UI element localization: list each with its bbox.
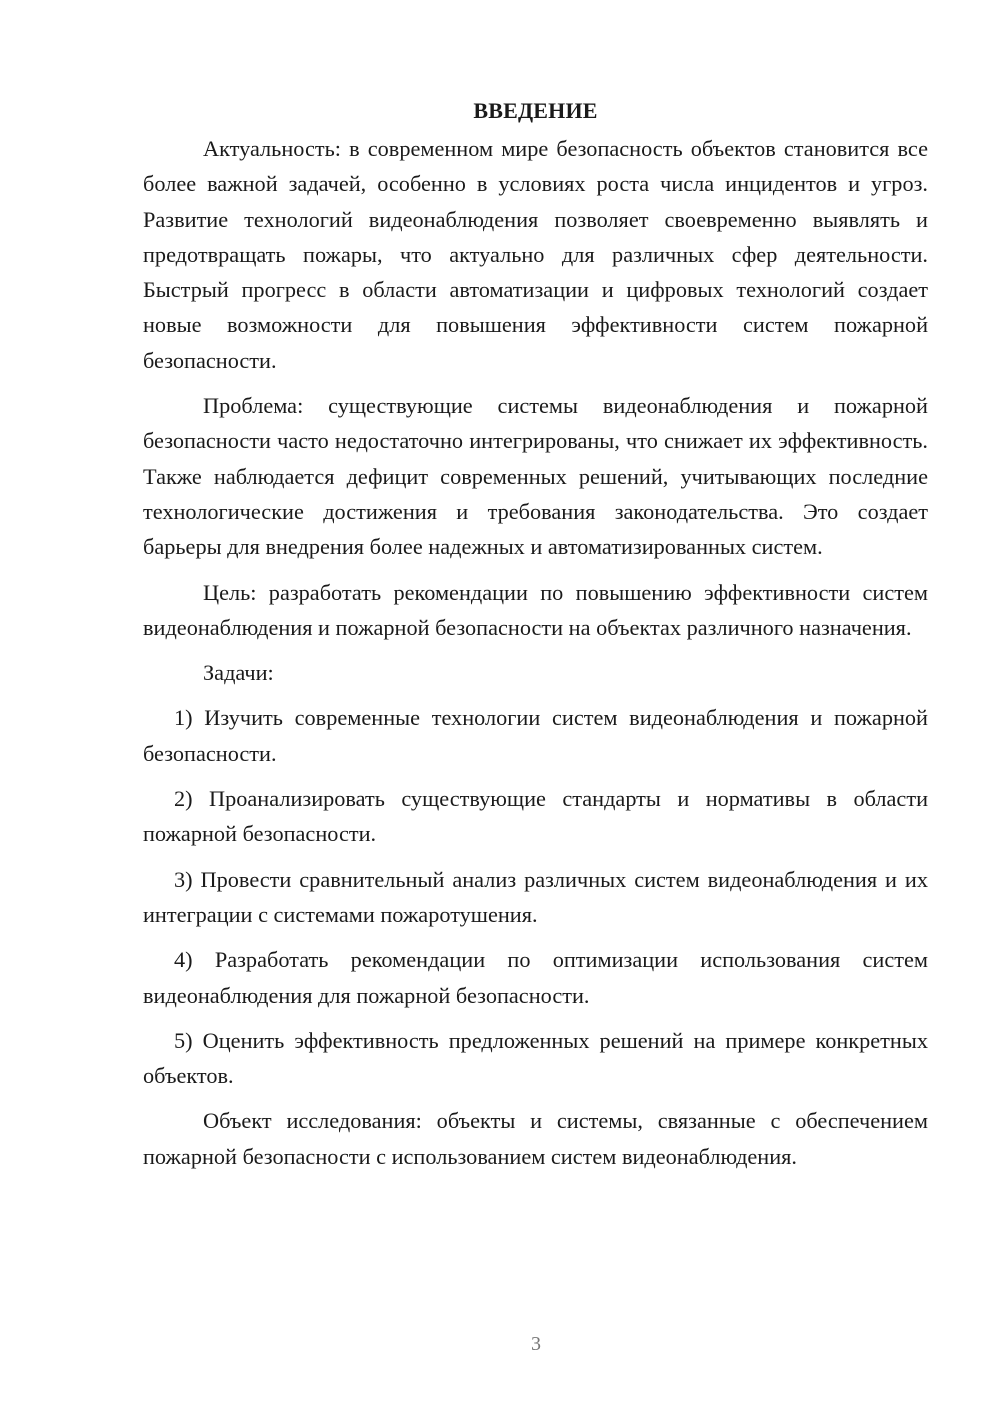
page-number: 3 [531,1333,541,1355]
task-item-5: 5) Оценить эффективность предложенных решений на примере конкретных объектов. [143,1027,928,1089]
tasks-heading: Задачи: [203,660,274,686]
paragraph-relevance: Актуальность: в современном мире безопасность объектов становится все более важной задачей, особенно в условиях роста числа инцидентов и угроз. Развитие технологий видеонаблюдения позволяет своевременно выявлять и предотвращать пожары, что актуально для различных сфер деятельности. Быстрый прогресс в области автоматизации и цифровых технологий создает новые возможности для повышения эффективности систем пожарной безопасности. [143,136,928,373]
task-item-4: 4) Разработать рекомендации по оптимизации использования систем видеонаблюдения для пожарной безопасности. [143,947,928,1008]
task-item-3: 3) Провести сравнительный анализ различных систем видеонаблюдения и их интеграции с системами пожаротушения. [143,866,928,927]
paragraph-problem: Проблема: существующие системы видеонаблюдения и пожарной безопасности часто недостаточно интегрированы, что снижает их эффективность. Также наблюдается дефицит современных решений, учитывающих последние технологические достижения и требования законодательства. Это создает барьеры для внедрения более надежных и автоматизированных систем. [143,393,928,560]
paragraph-object: Объект исследования: объекты и системы, связанные с обеспечением пожарной безопасности с использованием систем видеонаблюдения. [143,1108,928,1169]
task-item-2: 2) Проанализировать существующие стандарты и нормативы в области пожарной безопасности. [143,786,928,847]
document-page [143,93,928,1174]
page-title: ВВЕДЕНИЕ [473,98,598,123]
task-item-1: 1) Изучить современные технологии систем видеонаблюдения и пожарной безопасности. [143,705,928,766]
paragraph-goal: Цель: разработать рекомендации по повышению эффективности систем видеонаблюдения и пожарной безопасности на объектах различного назначения. [143,579,928,640]
